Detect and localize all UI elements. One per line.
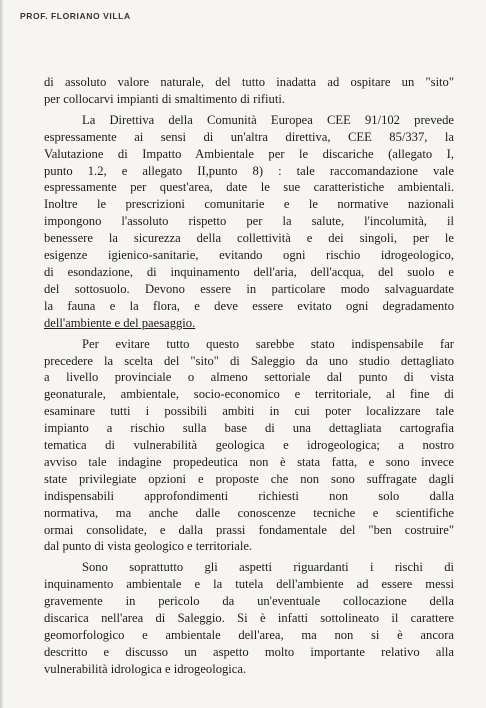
- text-line: di esondazione, di inquinamento dell'aria, dell'acqua, del suolo e: [44, 264, 454, 279]
- text-line: impongono l'assoluto rispetto per la salute, l'incolumità, il: [44, 214, 454, 229]
- paragraph-4: [44, 559, 454, 677]
- text-line: dal punto di vista geologico e territoriale.: [44, 539, 253, 554]
- scan-edge-shadow: [0, 0, 4, 708]
- text-line: geomorfologico e ambientale dell'area, ma non si è ancora: [44, 628, 454, 642]
- text-line: La Direttiva della Comunità Europea CEE 91/102 prevede: [82, 112, 454, 127]
- text-line: gravemente in pericolo da un'eventuale collocazione della: [44, 594, 454, 609]
- author-header: PROF. FLORIANO VILLA: [20, 11, 131, 21]
- text-line: la fauna e la flora, e deve essere evitato ogni degradamento: [44, 298, 454, 313]
- text-line: normativa, ma anche dalle conoscenze tecniche e scientifiche: [44, 505, 454, 520]
- text-line: per collocarvi impianti di smaltimento di rifiuti.: [44, 91, 285, 106]
- text-line: Inoltre le prescrizioni comunitarie e le normative nazionali: [44, 197, 454, 212]
- text-line: esigenze igienico-sanitarie, evitando ogni rischio idrogeologico,: [44, 248, 454, 263]
- text-line: espressamente ai sensi di un'altra direttiva, CEE 85/337, la: [44, 129, 454, 144]
- paragraph-2: [44, 112, 454, 332]
- text-line: Sono soprattutto gli aspetti riguardanti i rischi di: [82, 560, 454, 575]
- underlined-text-line: dell'ambiente e del paesaggio.: [44, 315, 196, 330]
- text-line: vulnerabilità idrologica e idrogeologica.: [44, 661, 247, 676]
- paragraph-1: [44, 74, 454, 108]
- text-line: avviso tale indagine propedeutica non è stata fatta, e sono invece: [44, 454, 454, 469]
- text-line: ormai consolidate, e dalla prassi fondamentale del "ben costruire": [44, 522, 454, 537]
- text-line: indispensabili approfondimenti richiesti non solo dalla: [44, 488, 454, 503]
- document-body: [44, 74, 454, 678]
- text-line: geonaturale, ambientale, socio-economico e territoriale, al fine di: [44, 387, 454, 402]
- text-line: inquinamento ambientale e la tutela dell'ambiente ad essere messi: [44, 577, 454, 592]
- text-line: Valutazione di Impatto Ambientale per le discariche (allegato I,: [44, 146, 454, 161]
- text-line: benessere la sicurezza della collettività e dei singoli, per le: [44, 231, 454, 246]
- text-line: precedere la scelta del "sito" di Saleggio da uno studio dettagliato: [44, 353, 454, 368]
- text-line: impianto a rischio sulla base di una dettagliata cartografia: [44, 421, 454, 436]
- text-line: del sottosuolo. Devono essere in particolare modo salvaguardate: [44, 281, 454, 296]
- text-line: Per evitare tutto questo sarebbe stato indispensabile far: [82, 336, 454, 351]
- text-line: tematica di vulnerabilità geologica e idrogeologica; a nostro: [44, 438, 454, 453]
- paragraph-3: [44, 336, 454, 556]
- text-line: a livello provinciale o almeno settoriale dal punto di vista: [44, 370, 454, 385]
- text-line: state privilegiate opzioni e proposte che non sono suffragate dagli: [44, 471, 454, 486]
- text-line: descritto e discusso un aspetto molto importante relativo alla: [44, 644, 454, 659]
- text-line: punto 1.2, e allegato II,punto 8) : tale raccomandazione vale: [44, 163, 454, 178]
- text-line: di assoluto valore naturale, del tutto inadatta ad ospitare un "sito": [44, 75, 454, 89]
- text-line: espressamente per quest'area, date le sue caratteristiche ambientali.: [44, 180, 454, 195]
- text-line: esaminare tutti i possibili ambiti in cui poter localizzare tale: [44, 404, 454, 419]
- text-line: discarica nell'area di Saleggio. Si è infatti sottolineato il carattere: [44, 611, 454, 626]
